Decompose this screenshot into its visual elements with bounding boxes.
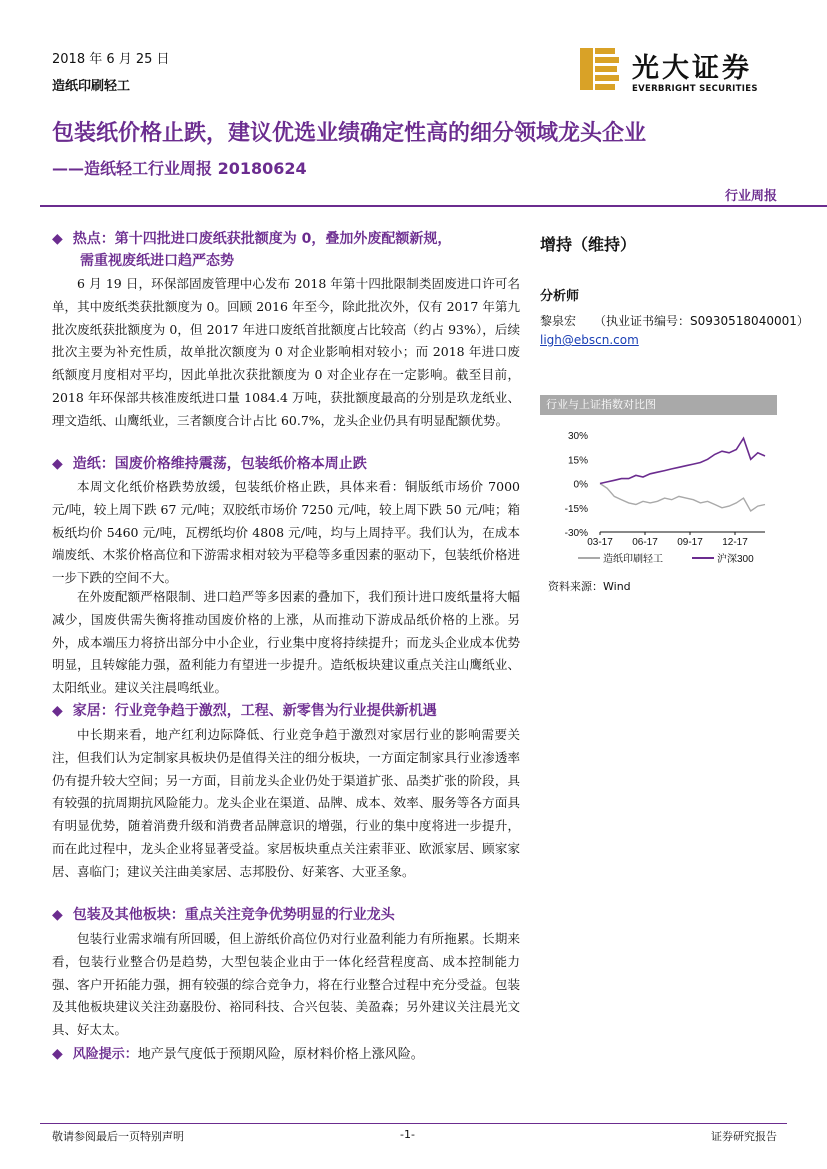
section-paragraph: 6 月 19 日，环保部固废管理中心发布 2018 年第十四批限制类固废进口许可名单，其中废纸类获批额度为 0。回顾 2016 年至今，除此批次外，仅有 2017 年第九批次废纸获批额度为 0，但 2017 年进口废纸首批额度占比较高（约占 93%），后续批次主要为补充性质，故单批次额度为 0 对企业影响相对较小；而 2018 年进口废纸额度月度相对平均，因此单批次获批额度为 0 对企业存在一定影响。截至目前，2018 年环保部共核准废纸进口量 1084.4 万吨，获批额度最高的分别是玖龙纸业、理文造纸、山鹰纸业，三者额度合计占比 60.7%，龙头企业仍具有明显配额优势。: [52, 276, 520, 428]
page-number: -1-: [400, 1128, 415, 1141]
report-sector: 造纸印刷轻工: [52, 79, 131, 94]
x-tick-label: 12-17: [722, 537, 748, 548]
diamond-bullet-icon: ◆: [52, 1046, 63, 1062]
risk-warning: [52, 1043, 424, 1062]
analyst-email-link[interactable]: ligh@ebscn.com: [540, 333, 639, 347]
y-tick-label: -30%: [564, 528, 588, 539]
x-tick-label: 03-17: [587, 537, 613, 548]
x-tick-label: 06-17: [632, 537, 658, 548]
comparison-chart: [540, 420, 777, 570]
header-divider: [40, 205, 827, 207]
series-line-hs300: [600, 438, 765, 483]
section-heading-text: 家居：行业竞争趋于激烈，工程、新零售为行业提供新机遇: [72, 703, 437, 719]
logo-text-en: EVERBRIGHT SECURITIES: [632, 84, 758, 94]
series-line-industry: [600, 484, 765, 512]
diamond-bullet-icon: ◆: [52, 907, 63, 923]
section-paragraph: 本周文化纸价格跌势放缓，包装纸价格止跌，具体来看：铜版纸市场价 7000 元/吨，较上周下跌 67 元/吨；双胶纸市场价 7250 元/吨，较上周下跌 50 元/吨；箱板纸均价 5460 元/吨，瓦楞纸均价 4808 元/吨，均与上周持平。我们认为，在成本端废纸、木浆价格高位和下游需求相对较为平稳等多重因素的驱动下，包装纸价格进一步下跌的空间不大。: [52, 479, 520, 586]
analyst-name: 黎泉宏 （执业证书编号：S0930518040001）: [540, 314, 809, 328]
section-paragraph: 中长期来看，地产红利边际降低、行业竞争趋于激烈对家居行业的影响需要关注，但我们认为定制家具板块仍是值得关注的细分板块，一方面定制家具行业渗透率仍有提升较大空间；另一方面，目前龙头企业仍处于渠道扩张、品类扩张的阶段，具有较强的抗周期抗风险能力。龙头企业在渠道、品牌、成本、效率、服务等各方面具有明显优势，随着消费升级和消费者品牌意识的增强，行业的集中度将进一步提升，而在此过程中，龙头企业将显著受益。家居板块重点关注索菲亚、欧派家居、顾家家居、喜临门；建议关注曲美家居、志邦股份、好莱客、大亚圣象。: [52, 727, 520, 879]
y-tick-label: 30%: [567, 431, 588, 442]
company-logo: [580, 48, 780, 96]
chart-title: 行业与上证指数对比图: [540, 395, 777, 415]
section-heading-hotspot-line2: 需重视废纸进口趋严态势: [80, 253, 234, 269]
risk-label: 风险提示：: [72, 1047, 138, 1062]
diamond-bullet-icon: ◆: [52, 231, 63, 247]
page-title: 包装纸价格止跌，建议优选业绩确定性高的细分领域龙头企业: [52, 121, 647, 146]
diamond-bullet-icon: ◆: [52, 456, 63, 472]
y-tick-label: 0%: [573, 479, 588, 491]
logo-text-cn: 光大证券: [632, 53, 752, 84]
section-heading-paper: [52, 453, 367, 473]
y-tick-label: 15%: [567, 455, 588, 467]
legend-label: 造纸印刷轻工: [603, 554, 663, 565]
section-heading-hotspot: [52, 228, 451, 248]
legend-label: 沪深300: [717, 554, 754, 565]
section-paragraph: 在外废配额严格限制、进口趋严等多因素的叠加下，我们预计进口废纸量将大幅减少，国废供需失衡将推动国废价格的上涨，从而推动下游成品纸价格的上涨。另外，成本端压力将挤出部分中小企业，行业集中度将持续提升；而龙头企业成本优势明显，且转嫁能力强，盈利能力有望进一步提升。造纸板块建议重点关注山鹰纸业、太阳纸业。建议关注晨鸣纸业。: [52, 589, 520, 696]
report-date: 2018 年 6 月 25 日: [52, 52, 170, 67]
chart-source: 资料来源：Wind: [548, 580, 631, 593]
section-heading-furniture: [52, 700, 437, 720]
section-heading-text: 造纸：国废价格维持震荡，包装纸价格本周止跌: [72, 456, 367, 472]
everbright-logo-icon: [580, 48, 620, 90]
analyst-heading: 分析师: [540, 289, 580, 304]
rating-label: 增持（维持）: [540, 235, 637, 254]
footer-report-label: 证券研究报告: [711, 1130, 777, 1143]
section-heading-text: 热点：第十四批进口废纸获批额度为 0，叠加外废配额新规，: [72, 231, 452, 247]
footer-divider: [40, 1123, 787, 1124]
section-paragraph: 包装行业需求端有所回暖，但上游纸价高位仍对行业盈利能力有所拖累。长期来看，包装行业整合仍是趋势，大型包装企业由于一体化经营程度高、成本控制能力强、客户开拓能力强，拥有较强的综合竞争力，将在行业整合过程中充分受益。包装及其他板块建议关注劲嘉股份、裕同科技、合兴包装、美盈森；另外建议关注晨光文具、好太太。: [52, 931, 520, 1038]
footer-disclaimer: 敬请参阅最后一页特别声明: [52, 1130, 184, 1143]
risk-text: 地产景气度低于预期风险，原材料价格上涨风险。: [137, 1047, 424, 1062]
report-type-label: 行业周报: [724, 189, 777, 204]
section-heading-packaging: [52, 904, 395, 924]
x-tick-label: 09-17: [677, 537, 703, 548]
y-tick-label: -15%: [564, 503, 588, 515]
section-heading-text: 包装及其他板块：重点关注竞争优势明显的行业龙头: [72, 907, 395, 923]
page-subtitle: ——造纸轻工行业周报 20180624: [52, 159, 307, 178]
diamond-bullet-icon: ◆: [52, 703, 63, 719]
